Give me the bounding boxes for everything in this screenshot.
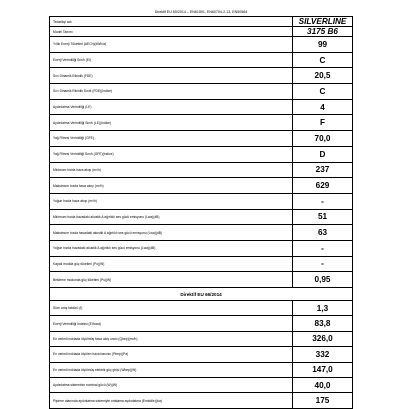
spec-row <box>50 84 353 100</box>
spec-row <box>50 256 353 272</box>
spec-row <box>50 99 353 115</box>
spec-value: 1,3 <box>293 301 353 316</box>
spec-label: En verimli noktada ölçülmüş elektrik güç girişi (Wbep)(W) <box>50 362 293 377</box>
energy-label-sheet <box>49 8 353 409</box>
spec-row <box>50 178 353 194</box>
spec-value: C <box>293 52 353 68</box>
spec-value: 63 <box>293 225 353 241</box>
spec-row <box>50 331 353 346</box>
section-header-row <box>50 288 353 301</box>
spec-row <box>50 115 353 131</box>
spec-row <box>50 162 353 178</box>
spec-label: Bekleme modunda güç tüketimi (Ps)(W) <box>50 272 293 288</box>
spec-row <box>50 131 353 147</box>
spec-row <box>50 347 353 362</box>
model-label: Model Tanımı <box>50 27 293 37</box>
spec-label: En verimli noktada ölçülen hava basıncı (Pbep)(Pa) <box>50 347 293 362</box>
spec-value: - <box>293 193 353 209</box>
spec-row <box>50 225 353 241</box>
spec-label: Yıllık Enerji Tüketimi (AECh)(kWh/a) <box>50 37 293 53</box>
spec-row <box>50 146 353 162</box>
directive-header: Direktif EU 65/2014 – EN61591, EN60704-2-13, EN50564 <box>154 10 248 14</box>
spec-value: F <box>293 115 353 131</box>
spec-row <box>50 362 353 377</box>
spec-label: Enerji Verimliliği İndeksi (EIhood) <box>50 316 293 331</box>
spec-value: 51 <box>293 209 353 225</box>
spec-label: Sıvı Dinamik Etkinlik Sınıfı (FDE)(Indice) <box>50 84 293 100</box>
spec-label: Enerji Verimliliği Sınıfı (EI) <box>50 52 293 68</box>
spec-label: Yoğun hızda havadaki akustik A ağırlıklı ses gücü emisyonu (Lwa)(dB) <box>50 240 293 256</box>
spec-label: Minimum hızda havadaki akustik A ağırlıklı ses gücü emisyonu (Lwa)(dB) <box>50 209 293 225</box>
spec-row <box>50 37 353 53</box>
spec-value: 20,5 <box>293 68 353 84</box>
spec-label: Yağ Filtresi Verimliliği (GFE) <box>50 131 293 147</box>
spec-row <box>50 52 353 68</box>
supplier-label: Tedarikçi adı <box>50 17 293 27</box>
spec-label: Aydınlatma Verimliliği (LE) <box>50 99 293 115</box>
section-title: Direktif EU 66/2014 <box>50 288 353 301</box>
model-row <box>50 27 353 37</box>
spec-label: Kapalı modda güç tüketimi (Po)(W) <box>50 256 293 272</box>
spec-value: 0,95 <box>293 272 353 288</box>
spec-value: 332 <box>293 347 353 362</box>
spec-value: - <box>293 240 353 256</box>
spec-label: Maksimum hızda havadaki akustik A ağırlıklı ses gücü emisyonu (Lwa)(dB) <box>50 225 293 241</box>
spec-row <box>50 209 353 225</box>
spec-value: 40,0 <box>293 377 353 392</box>
spec-value: 99 <box>293 37 353 53</box>
spec-value: 70,0 <box>293 131 353 147</box>
spec-value: 237 <box>293 162 353 178</box>
spec-label: Maksimum hızda hava akışı (m³/h) <box>50 178 293 194</box>
spec-row <box>50 272 353 288</box>
spec-label: Yağ Filtresi Verimliliği Sınıfı (GFE)(Indice) <box>50 146 293 162</box>
spec-value: D <box>293 146 353 162</box>
spec-label: Aydınlatma sisteminin nominal gücü (W)(W) <box>50 377 293 392</box>
spec-table <box>49 16 353 409</box>
spec-label: Minimum hızda hava akışı (m³/h) <box>50 162 293 178</box>
spec-value: 326,0 <box>293 331 353 346</box>
spec-value: 147,0 <box>293 362 353 377</box>
brand-name: SILVERLINE <box>293 17 353 27</box>
spec-value: - <box>293 256 353 272</box>
spec-value: 83,8 <box>293 316 353 331</box>
spec-row <box>50 377 353 392</box>
supplier-row <box>50 17 353 27</box>
spec-value: 175 <box>293 393 353 408</box>
model-name: 3175 B6 <box>293 27 353 37</box>
spec-value: 629 <box>293 178 353 194</box>
spec-row <box>50 301 353 316</box>
spec-value: 4 <box>293 99 353 115</box>
spec-row <box>50 393 353 408</box>
spec-row <box>50 193 353 209</box>
spec-row <box>50 68 353 84</box>
spec-label: Yoğun hızda hava akışı (m³/h) <box>50 193 293 209</box>
spec-label: Pişirme alanında aydınlatma sistemiyle ortalama aydınlatma (Emiddle)(lux) <box>50 393 293 408</box>
spec-label: Süre artış faktörü (f) <box>50 301 293 316</box>
spec-row <box>50 316 353 331</box>
spec-label: Sıvı Dinamik Etkinlik (FDE) <box>50 68 293 84</box>
spec-row <box>50 240 353 256</box>
spec-label: Aydınlatma Verimliliği Sınıfı (LE)(Indice) <box>50 115 293 131</box>
spec-value: C <box>293 84 353 100</box>
spec-label: En verimli noktada ölçülmüş hava akış oranı (Qbep)(m³/h) <box>50 331 293 346</box>
